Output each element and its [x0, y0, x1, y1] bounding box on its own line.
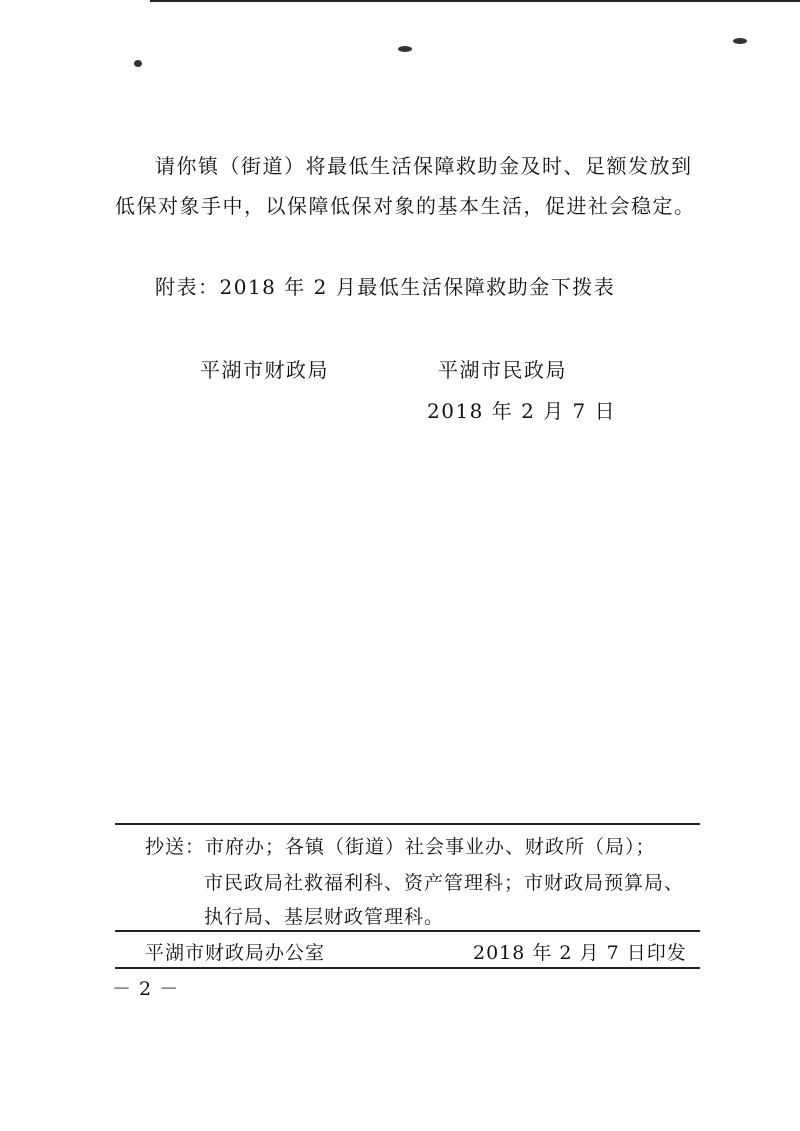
footer-top-rule: [115, 823, 700, 825]
footer-middle-rule: [115, 930, 700, 932]
issuer-finance-bureau: 平湖市财政局: [200, 358, 329, 382]
scan-speck: [398, 46, 412, 52]
print-date: 2018 年 2 月 7 日印发: [473, 942, 687, 964]
scan-speck: [733, 38, 747, 44]
top-edge-line: [150, 0, 800, 2]
issuing-office: 平湖市财政局办公室: [145, 942, 326, 964]
cc-line-1: 抄送：市府办；各镇（街道）社会事业办、财政所（局）；: [145, 836, 656, 858]
document-date: 2018 年 2 月 7 日: [427, 399, 617, 423]
attachment-line: 附表：2018 年 2 月最低生活保障救助金下拨表: [155, 275, 616, 299]
issuer-civil-affairs-bureau: 平湖市民政局: [438, 358, 567, 382]
paragraph-line-2: 低保对象手中，以保障低保对象的基本生活，促进社会稳定。: [115, 194, 696, 218]
scan-speck: [134, 60, 142, 67]
cc-line-2: 市民政局社救福利科、资产管理科；市财政局预算局、: [204, 872, 685, 894]
page-number: － 2 －: [112, 978, 180, 1000]
footer-bottom-rule: [115, 967, 700, 969]
cc-line-3: 执行局、基层财政管理科。: [204, 906, 445, 928]
paragraph-line-1: 请你镇（街道）将最低生活保障救助金及时、足额发放到: [155, 154, 693, 178]
